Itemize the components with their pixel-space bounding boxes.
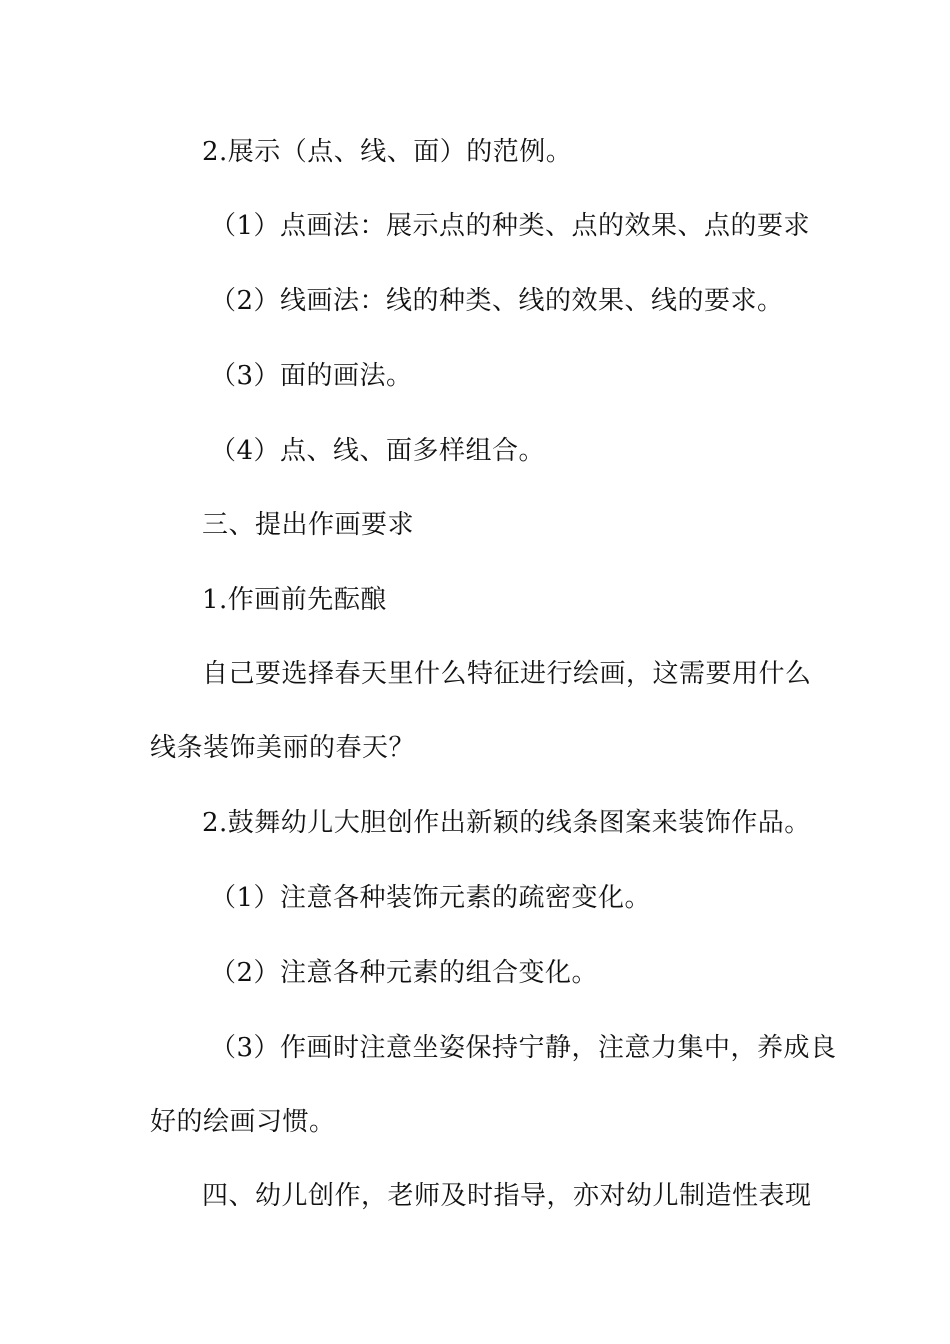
paragraph-posture: （3）作画时注意坐姿保持宁静，注意力集中，养成良	[210, 1033, 837, 1063]
paragraph-choose-spring-feature-cont: 线条装饰美丽的春天？	[150, 733, 416, 763]
paragraph-line-method: （2）线画法：线的种类、线的效果、线的要求。	[210, 286, 784, 316]
paragraph-plan-before-drawing: 1.作画前先酝酿	[202, 585, 387, 615]
paragraph-example-display: 2.展示（点、线、面）的范例。	[202, 137, 573, 167]
paragraph-choose-spring-feature: 自己要选择春天里什么特征进行绘画，这需要用什么	[202, 659, 812, 689]
heading-children-creation: 四、幼儿创作，老师及时指导，亦对幼儿制造性表现	[202, 1181, 812, 1211]
paragraph-dot-method: （1）点画法：展示点的种类、点的效果、点的要求	[210, 211, 811, 241]
paragraph-combination: （4）点、线、面多样组合。	[210, 436, 546, 466]
paragraph-encourage-children: 2.鼓舞幼儿大胆创作出新颖的线条图案来装饰作品。	[202, 808, 811, 838]
paragraph-surface-method: （3）面的画法。	[210, 361, 413, 391]
paragraph-density-variation: （1）注意各种装饰元素的疏密变化。	[210, 883, 652, 913]
paragraph-posture-cont: 好的绘画习惯。	[150, 1107, 336, 1137]
paragraph-combination-variation: （2）注意各种元素的组合变化。	[210, 958, 599, 988]
heading-drawing-requirements: 三、提出作画要求	[202, 510, 415, 540]
